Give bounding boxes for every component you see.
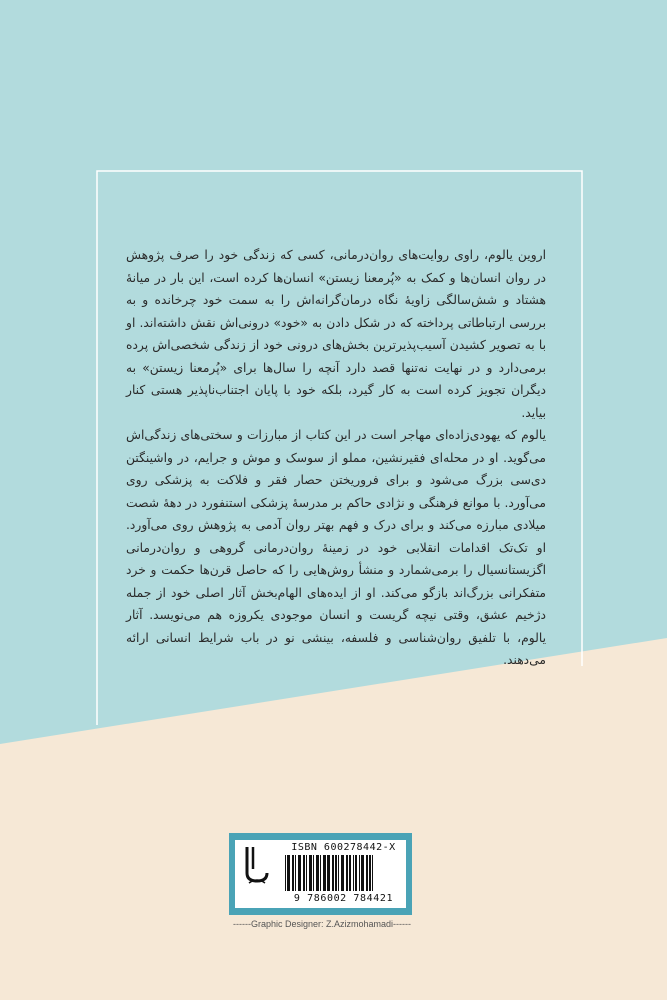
barcode-bar bbox=[298, 855, 301, 891]
barcode-bar bbox=[295, 855, 296, 891]
barcode-bar bbox=[285, 855, 286, 891]
designer-credit: ------Graphic Designer: Z.Azizmohamadi------ bbox=[232, 919, 412, 929]
isbn-box bbox=[229, 833, 412, 915]
barcode-bar bbox=[332, 855, 334, 891]
blurb-paragraph-2: یالوم که یهودی‌زاده‌ای مهاجر است در این کتاب از مبارزات و سختی‌های زندگی‌اش می‌گوید. او در محله‌ای فقیرنشین، مملو از سوسک و موش و جرایم، در واشینگتن دی‌سی بزرگ می‌شود و برای فروریختن حصار فقر و فلاکت به پزشکی روی می‌آورد. با موانع فرهنگی و نژادی حاکم بر مدرسهٔ پزشکی استنفورد در دههٔ شصت میلادی مبارزه می‌کند و برای درک و فهم بهتر روان آدمی به پژوهش روی می‌آورد. او تک‌تک اقدامات انقلابی خود در زمینهٔ روان‌درمانی گروهی و روان‌درمانی اگزیستانسیال را برمی‌شمارد و منشأ روش‌هایی را که حاصل قرن‌ها حکمت و خرد متفکرانی بزرگ‌اند بازگو می‌کند. او از ایده‌های الهام‌بخش آثار اصلی خود از جمله دژخیم عشق، وقتی نیچه گریست و انسان موجودی یکروزه هم می‌نویسد. آثار یالوم، با تلفیق روان‌شناسی و فلسفه، بینشی نو در باب شرایط انسانی ارائه می‌دهند. bbox=[126, 428, 546, 667]
barcode-bar bbox=[306, 855, 307, 891]
isbn-panel bbox=[235, 840, 406, 908]
back-cover-blurb bbox=[126, 244, 546, 672]
isbn-label: ISBN 600278442-X bbox=[291, 842, 396, 853]
barcode-bar bbox=[323, 855, 326, 891]
barcode-bar bbox=[355, 855, 357, 891]
barcode-bar bbox=[338, 855, 339, 891]
barcode-bar bbox=[287, 855, 290, 891]
barcode-bar bbox=[303, 855, 305, 891]
barcode-bar bbox=[361, 855, 364, 891]
barcode-bar bbox=[292, 855, 294, 891]
isbn-digits: 9 786002 784421 bbox=[293, 893, 394, 904]
barcode-bar bbox=[313, 855, 314, 891]
barcode-bar bbox=[353, 855, 354, 891]
blurb-paragraph-1: اروین یالوم، راوی روایت‌های روان‌درمانی، کسی که زندگی خود را صرف پژوهش در روان انسان‌ها و کمک به «پُرمعنا زیستن» انسان‌ها کرده است، این بار در میانهٔ هشتاد و شش‌سالگی زاویهٔ نگاه درمان‌گرانه‌اش را به سمت خود چرخانده و به بررسی ارتباطاتی پرداخته که در شکل دادن به «خود» درونی‌اش نقش داشته‌اند. او با به تصویر کشیدن آسیب‌پذیرترین بخش‌های درونی خود از زندگی شخصی‌اش پرده برمی‌دارد و در نهایت نه‌تنها قصد دارد آنچه را سال‌ها برای «پُرمعنا زیستن» به دیگران تجویز کرده است به کار گیرد، بلکه خود با پایان اجتناب‌ناپذیر هستی کنار بیاید. bbox=[126, 248, 546, 420]
barcode-bar bbox=[346, 855, 348, 891]
publisher-logo-icon bbox=[239, 843, 275, 887]
barcode-bar bbox=[349, 855, 351, 891]
barcode-bar bbox=[320, 855, 321, 891]
barcode-bar bbox=[316, 855, 319, 891]
barcode-bar bbox=[335, 855, 337, 891]
barcode-bar bbox=[366, 855, 368, 891]
barcode-bar bbox=[369, 855, 371, 891]
barcode bbox=[283, 855, 404, 893]
barcode-bar bbox=[359, 855, 360, 891]
barcode-bar bbox=[309, 855, 312, 891]
barcode-bar bbox=[372, 855, 373, 891]
barcode-bar bbox=[327, 855, 330, 891]
barcode-bar bbox=[341, 855, 344, 891]
